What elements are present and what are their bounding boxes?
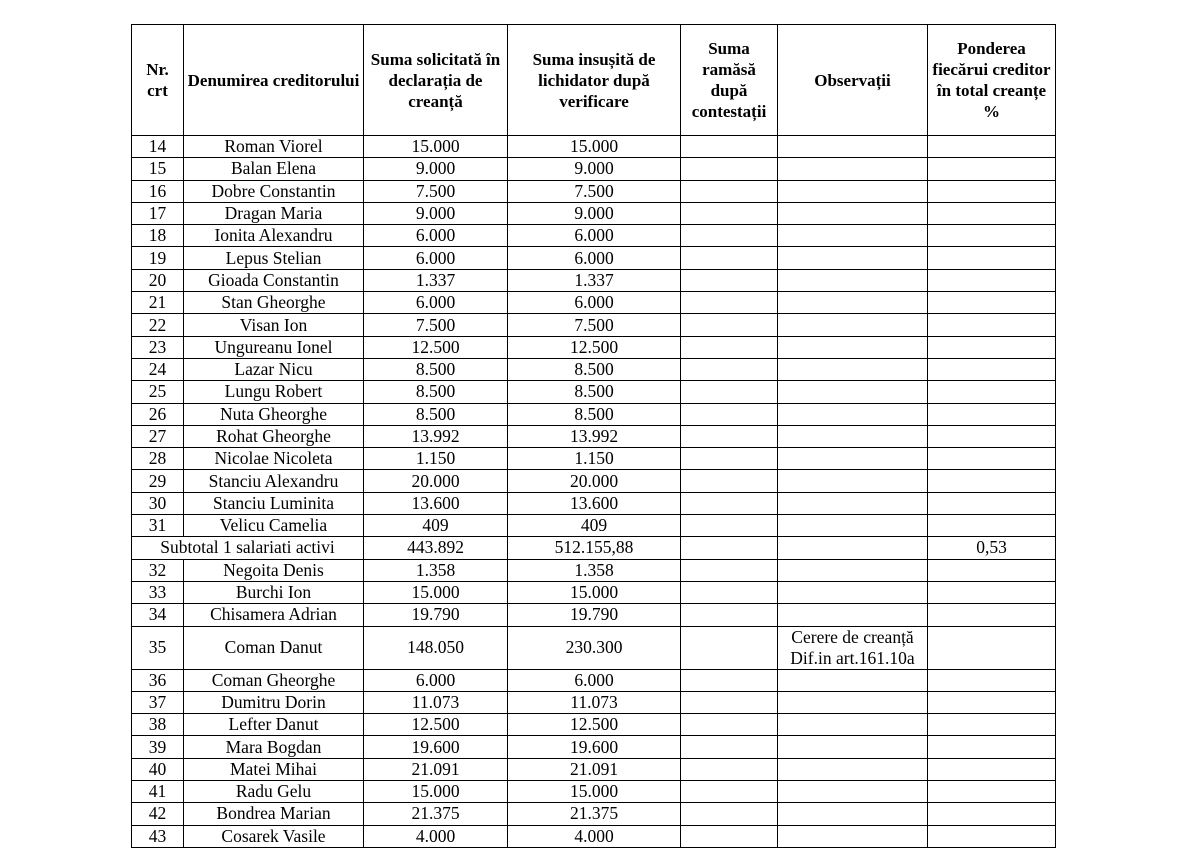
cell-observations — [778, 158, 928, 180]
table-row — [132, 691, 1056, 713]
table-row — [132, 225, 1056, 247]
cell-weight — [928, 225, 1056, 247]
cell-requested: 4.000 — [364, 825, 508, 847]
table-row — [132, 581, 1056, 603]
cell-observations — [778, 669, 928, 691]
cell-accepted: 12.500 — [508, 336, 681, 358]
cell-accepted: 7.500 — [508, 180, 681, 202]
table-row — [132, 714, 1056, 736]
cell-remaining — [681, 358, 778, 380]
cell-name: Roman Viorel — [184, 136, 364, 158]
cell-weight — [928, 559, 1056, 581]
cell-observations — [778, 714, 928, 736]
table-row — [132, 202, 1056, 224]
cell-weight — [928, 358, 1056, 380]
cell-name: Rohat Gheorghe — [184, 425, 364, 447]
cell-weight — [928, 825, 1056, 847]
cell-requested: 13.600 — [364, 492, 508, 514]
table-row — [132, 803, 1056, 825]
cell-observations — [778, 781, 928, 803]
cell-requested: 6.000 — [364, 292, 508, 314]
cell-accepted: 7.500 — [508, 314, 681, 336]
cell-remaining — [681, 470, 778, 492]
table-row — [132, 758, 1056, 780]
table-row — [132, 358, 1056, 380]
cell-name: Chisamera Adrian — [184, 604, 364, 626]
cell-accepted: 8.500 — [508, 381, 681, 403]
cell-remaining — [681, 825, 778, 847]
cell-remaining — [681, 781, 778, 803]
header-requested: Suma solicitată în declarația de creanță — [364, 25, 508, 136]
cell-nr: 26 — [132, 403, 184, 425]
cell-observations — [778, 559, 928, 581]
cell-requested: 409 — [364, 515, 508, 537]
table-row — [132, 736, 1056, 758]
cell-accepted: 15.000 — [508, 136, 681, 158]
cell-requested: 12.500 — [364, 336, 508, 358]
cell-observations — [778, 825, 928, 847]
cell-weight — [928, 714, 1056, 736]
header-observations: Observații — [778, 25, 928, 136]
cell-accepted: 11.073 — [508, 691, 681, 713]
cell-observations — [778, 247, 928, 269]
cell-weight — [928, 180, 1056, 202]
cell-weight — [928, 470, 1056, 492]
cell-accepted: 15.000 — [508, 781, 681, 803]
table-row — [132, 269, 1056, 291]
cell-requested: 19.790 — [364, 604, 508, 626]
cell-remaining — [681, 292, 778, 314]
cell-nr: 40 — [132, 758, 184, 780]
cell-weight — [928, 736, 1056, 758]
cell-requested: 15.000 — [364, 781, 508, 803]
cell-requested: 11.073 — [364, 691, 508, 713]
cell-name: Gioada Constantin — [184, 269, 364, 291]
cell-nr: 43 — [132, 825, 184, 847]
cell-observations — [778, 425, 928, 447]
cell-requested: 19.600 — [364, 736, 508, 758]
cell-accepted: 19.600 — [508, 736, 681, 758]
cell-weight — [928, 581, 1056, 603]
cell-observations — [778, 604, 928, 626]
table-row — [132, 604, 1056, 626]
cell-name: Radu Gelu — [184, 781, 364, 803]
cell-accepted: 6.000 — [508, 292, 681, 314]
cell-accepted: 12.500 — [508, 714, 681, 736]
cell-name: Coman Gheorghe — [184, 669, 364, 691]
cell-remaining — [681, 669, 778, 691]
cell-remaining — [681, 180, 778, 202]
header-remaining: Suma ramăsă după contestații — [681, 25, 778, 136]
cell-name: Stanciu Luminita — [184, 492, 364, 514]
cell-weight — [928, 515, 1056, 537]
cell-accepted: 512.155,88 — [508, 537, 681, 559]
cell-name: Lungu Robert — [184, 381, 364, 403]
cell-weight — [928, 691, 1056, 713]
cell-name: Ionita Alexandru — [184, 225, 364, 247]
cell-nr: 19 — [132, 247, 184, 269]
cell-remaining — [681, 714, 778, 736]
cell-weight — [928, 604, 1056, 626]
cell-requested: 1.150 — [364, 448, 508, 470]
cell-nr: 17 — [132, 202, 184, 224]
cell-accepted: 6.000 — [508, 669, 681, 691]
cell-observations: Cerere de creanță Dif.in art.161.10a — [778, 626, 928, 669]
cell-nr: 36 — [132, 669, 184, 691]
cell-weight — [928, 425, 1056, 447]
cell-requested: 1.358 — [364, 559, 508, 581]
cell-weight — [928, 669, 1056, 691]
cell-observations — [778, 470, 928, 492]
cell-name: Negoita Denis — [184, 559, 364, 581]
cell-nr: 22 — [132, 314, 184, 336]
cell-accepted: 21.375 — [508, 803, 681, 825]
cell-observations — [778, 448, 928, 470]
cell-remaining — [681, 202, 778, 224]
table-row — [132, 381, 1056, 403]
cell-requested: 13.992 — [364, 425, 508, 447]
cell-observations — [778, 581, 928, 603]
cell-remaining — [681, 425, 778, 447]
cell-weight — [928, 403, 1056, 425]
cell-observations — [778, 381, 928, 403]
cell-accepted: 9.000 — [508, 202, 681, 224]
cell-nr: 38 — [132, 714, 184, 736]
cell-weight — [928, 626, 1056, 669]
cell-remaining — [681, 691, 778, 713]
cell-accepted: 1.337 — [508, 269, 681, 291]
cell-weight: 0,53 — [928, 537, 1056, 559]
cell-weight — [928, 492, 1056, 514]
cell-nr: 30 — [132, 492, 184, 514]
cell-remaining — [681, 515, 778, 537]
cell-remaining — [681, 158, 778, 180]
cell-requested: 8.500 — [364, 403, 508, 425]
table-row — [132, 448, 1056, 470]
cell-requested: 148.050 — [364, 626, 508, 669]
cell-nr: 34 — [132, 604, 184, 626]
cell-remaining — [681, 604, 778, 626]
subtotal-row — [132, 537, 1056, 559]
cell-weight — [928, 292, 1056, 314]
cell-name: Stan Gheorghe — [184, 292, 364, 314]
creditors-table — [131, 24, 1056, 848]
cell-nr: 27 — [132, 425, 184, 447]
cell-remaining — [681, 314, 778, 336]
subtotal-label: Subtotal 1 salariati activi — [132, 537, 364, 559]
cell-name: Balan Elena — [184, 158, 364, 180]
cell-nr: 31 — [132, 515, 184, 537]
cell-remaining — [681, 269, 778, 291]
cell-observations — [778, 358, 928, 380]
cell-requested: 12.500 — [364, 714, 508, 736]
cell-remaining — [681, 736, 778, 758]
cell-observations — [778, 803, 928, 825]
cell-nr: 14 — [132, 136, 184, 158]
cell-observations — [778, 180, 928, 202]
header-weight: Ponderea fiecărui creditor în total creanțe % — [928, 25, 1056, 136]
cell-weight — [928, 202, 1056, 224]
cell-name: Dragan Maria — [184, 202, 364, 224]
cell-nr: 42 — [132, 803, 184, 825]
cell-remaining — [681, 581, 778, 603]
cell-name: Mara Bogdan — [184, 736, 364, 758]
cell-name: Matei Mihai — [184, 758, 364, 780]
cell-nr: 15 — [132, 158, 184, 180]
cell-weight — [928, 247, 1056, 269]
cell-requested: 6.000 — [364, 225, 508, 247]
table-row — [132, 515, 1056, 537]
cell-name: Dobre Constantin — [184, 180, 364, 202]
cell-accepted: 13.992 — [508, 425, 681, 447]
table-row — [132, 158, 1056, 180]
cell-requested: 6.000 — [364, 247, 508, 269]
cell-requested: 443.892 — [364, 537, 508, 559]
cell-remaining — [681, 403, 778, 425]
cell-observations — [778, 314, 928, 336]
cell-nr: 28 — [132, 448, 184, 470]
cell-nr: 18 — [132, 225, 184, 247]
cell-requested: 15.000 — [364, 581, 508, 603]
cell-weight — [928, 158, 1056, 180]
cell-weight — [928, 758, 1056, 780]
cell-accepted: 6.000 — [508, 247, 681, 269]
cell-nr: 37 — [132, 691, 184, 713]
cell-nr: 16 — [132, 180, 184, 202]
cell-requested: 21.375 — [364, 803, 508, 825]
cell-accepted: 9.000 — [508, 158, 681, 180]
cell-accepted: 1.358 — [508, 559, 681, 581]
cell-observations — [778, 758, 928, 780]
cell-accepted: 6.000 — [508, 225, 681, 247]
cell-remaining — [681, 336, 778, 358]
cell-name: Dumitru Dorin — [184, 691, 364, 713]
cell-accepted: 409 — [508, 515, 681, 537]
cell-requested: 7.500 — [364, 180, 508, 202]
cell-name: Stanciu Alexandru — [184, 470, 364, 492]
table-row — [132, 781, 1056, 803]
table-row — [132, 626, 1056, 669]
header-name: Denumirea creditorului — [184, 25, 364, 136]
cell-name: Bondrea Marian — [184, 803, 364, 825]
cell-nr: 25 — [132, 381, 184, 403]
cell-observations — [778, 269, 928, 291]
cell-accepted: 230.300 — [508, 626, 681, 669]
cell-name: Lazar Nicu — [184, 358, 364, 380]
table-row — [132, 825, 1056, 847]
cell-remaining — [681, 626, 778, 669]
cell-observations — [778, 336, 928, 358]
cell-nr: 20 — [132, 269, 184, 291]
cell-remaining — [681, 247, 778, 269]
cell-remaining — [681, 492, 778, 514]
cell-observations — [778, 292, 928, 314]
table-row — [132, 559, 1056, 581]
cell-weight — [928, 803, 1056, 825]
table-row — [132, 403, 1056, 425]
cell-accepted: 8.500 — [508, 403, 681, 425]
table-row — [132, 180, 1056, 202]
cell-nr: 21 — [132, 292, 184, 314]
cell-accepted: 8.500 — [508, 358, 681, 380]
header-nr: Nr. crt — [132, 25, 184, 136]
cell-accepted: 13.600 — [508, 492, 681, 514]
cell-accepted: 19.790 — [508, 604, 681, 626]
cell-accepted: 4.000 — [508, 825, 681, 847]
cell-requested: 1.337 — [364, 269, 508, 291]
cell-accepted: 1.150 — [508, 448, 681, 470]
table-row — [132, 336, 1056, 358]
cell-name: Ungureanu Ionel — [184, 336, 364, 358]
cell-requested: 9.000 — [364, 158, 508, 180]
cell-observations — [778, 202, 928, 224]
cell-weight — [928, 381, 1056, 403]
cell-remaining — [681, 136, 778, 158]
cell-name: Cosarek Vasile — [184, 825, 364, 847]
cell-nr: 32 — [132, 559, 184, 581]
cell-name: Visan Ion — [184, 314, 364, 336]
cell-nr: 29 — [132, 470, 184, 492]
table-row — [132, 247, 1056, 269]
cell-weight — [928, 448, 1056, 470]
cell-name: Nuta Gheorghe — [184, 403, 364, 425]
cell-observations — [778, 492, 928, 514]
table-row — [132, 470, 1056, 492]
cell-nr: 33 — [132, 581, 184, 603]
table-row — [132, 136, 1056, 158]
table-row — [132, 292, 1056, 314]
table-row — [132, 425, 1056, 447]
cell-accepted: 15.000 — [508, 581, 681, 603]
cell-remaining — [681, 803, 778, 825]
cell-remaining — [681, 537, 778, 559]
cell-observations — [778, 691, 928, 713]
cell-name: Lepus Stelian — [184, 247, 364, 269]
cell-observations — [778, 537, 928, 559]
cell-observations — [778, 136, 928, 158]
cell-requested: 20.000 — [364, 470, 508, 492]
cell-weight — [928, 269, 1056, 291]
cell-requested: 8.500 — [364, 358, 508, 380]
cell-weight — [928, 136, 1056, 158]
cell-observations — [778, 736, 928, 758]
cell-accepted: 20.000 — [508, 470, 681, 492]
cell-name: Lefter Danut — [184, 714, 364, 736]
header-accepted: Suma insușită de lichidator după verificare — [508, 25, 681, 136]
cell-requested: 15.000 — [364, 136, 508, 158]
header-row — [132, 25, 1056, 136]
cell-nr: 35 — [132, 626, 184, 669]
cell-remaining — [681, 381, 778, 403]
cell-name: Burchi Ion — [184, 581, 364, 603]
cell-name: Nicolae Nicoleta — [184, 448, 364, 470]
cell-observations — [778, 515, 928, 537]
cell-remaining — [681, 559, 778, 581]
cell-requested: 6.000 — [364, 669, 508, 691]
cell-weight — [928, 336, 1056, 358]
cell-nr: 24 — [132, 358, 184, 380]
cell-requested: 9.000 — [364, 202, 508, 224]
cell-accepted: 21.091 — [508, 758, 681, 780]
cell-weight — [928, 781, 1056, 803]
table-row — [132, 314, 1056, 336]
cell-name: Velicu Camelia — [184, 515, 364, 537]
cell-nr: 41 — [132, 781, 184, 803]
cell-observations — [778, 403, 928, 425]
cell-remaining — [681, 448, 778, 470]
cell-remaining — [681, 225, 778, 247]
table-body — [132, 136, 1056, 848]
cell-observations — [778, 225, 928, 247]
cell-remaining — [681, 758, 778, 780]
cell-requested: 21.091 — [364, 758, 508, 780]
cell-weight — [928, 314, 1056, 336]
cell-name: Coman Danut — [184, 626, 364, 669]
table-row — [132, 492, 1056, 514]
cell-requested: 7.500 — [364, 314, 508, 336]
cell-nr: 23 — [132, 336, 184, 358]
table-row — [132, 669, 1056, 691]
cell-nr: 39 — [132, 736, 184, 758]
cell-requested: 8.500 — [364, 381, 508, 403]
